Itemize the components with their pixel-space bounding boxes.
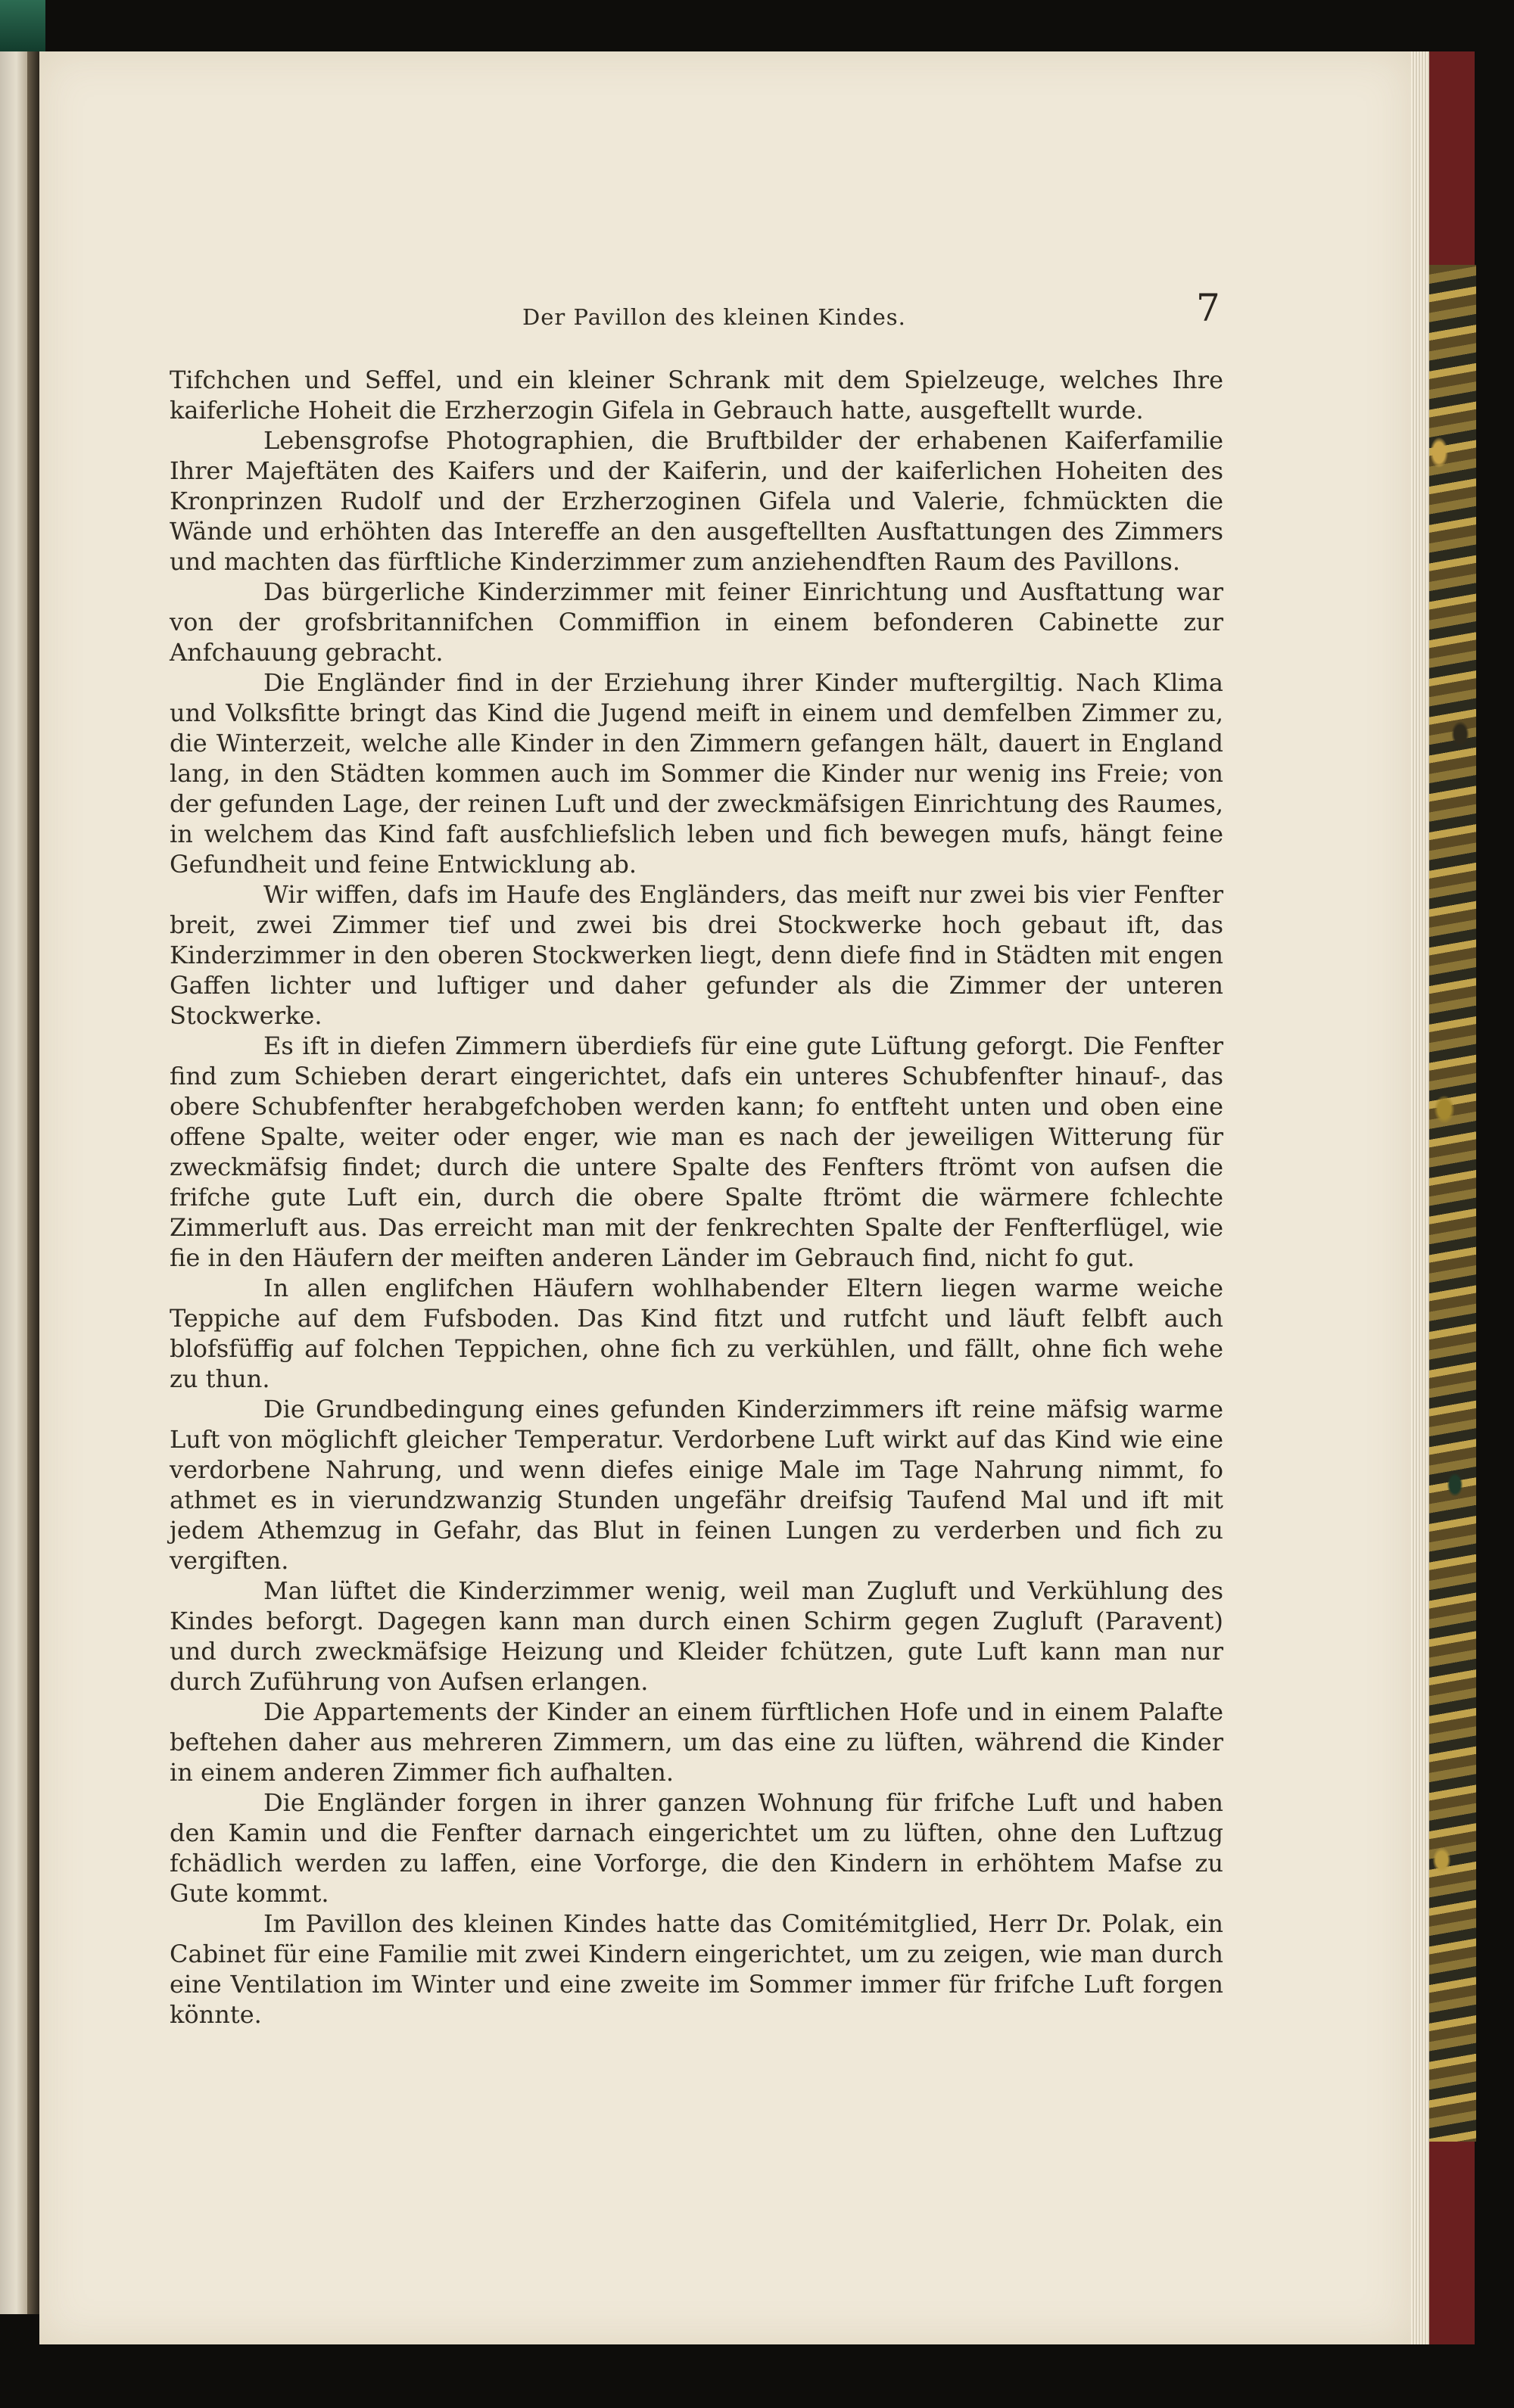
- ribbon-tab: [0, 0, 45, 53]
- paragraph: Die Engländer find in der Erziehung ihrer Kinder muftergiltig. Nach Klima und Volksfitte bringt das Kind die Jugend meift in einem und demfelben Zimmer zu, die Winterzeit, welche alle Kinder in den Zimmern gefangen hält, dauert in England lang, in den Städten kommen auch im Sommer die Kinder nur wenig ins Freie; von der gefunden Lage, der reinen Luft und der zweckmäfsigen Einrichtung des Raumes, in welchem das Kind faft ausfchliefslich leben und fich bewegen mufs, hängt feine Gefundheit und feine Entwicklung ab.: [170, 668, 1223, 879]
- book-gutter: [27, 51, 39, 2314]
- facing-page-edge: [0, 51, 27, 2314]
- marbled-cover-edge: [1423, 265, 1476, 2142]
- body-text: [170, 365, 1223, 2030]
- paragraph: Im Pavillon des kleinen Kindes hatte das Comitémitglied, Herr Dr. Polak, ein Cabinet für eine Familie mit zwei Kindern eingerichtet, um zu zeigen, wie man durch eine Ventilation im Winter und eine zweite im Sommer immer für frifche Luft forgen könnte.: [170, 1909, 1223, 2029]
- paragraph: Lebensgrofse Photographien, die Bruftbilder der erhabenen Kaiferfamilie Ihrer Majeftäten des Kaifers und der Kaiferin, und der kaiferlichen Hoheiten des Kronprinzen Rudolf und der Erzherzoginen Gifela und Valerie, fchmückten die Wände und erhöhten das Intereffe an den ausgeftellten Ausftattungen des Zimmers und machten das fürftliche Kinderzimmer zum anziehendften Raum des Pavillons.: [170, 426, 1223, 576]
- paragraph: In allen englifchen Häufern wohlhabender Eltern liegen warme weiche Teppiche auf dem Fufsboden. Das Kind fitzt und rutfcht und läuft felbft auch blofsfüffig auf folchen Teppichen, ohne fich zu verkühlen, und fällt, ohne fich wehe zu thun.: [170, 1274, 1223, 1393]
- paragraph: Es ift in diefen Zimmern überdiefs für eine gute Lüftung geforgt. Die Fenfter find zum Schieben derart eingerichtet, dafs ein unteres Schubfenfter hinauf-, das obere Schubfenfter herabgefchoben werden kann; fo entfteht unten und oben eine offene Spalte, weiter oder enger, wie man es nach der jeweiligen Witterung für zweckmäfsig findet; durch die untere Spalte des Fenfters ftrömt von aufsen die frifche gute Luft ein, durch die obere Spalte ftrömt die wärmere fchlechte Zimmerluft aus. Das erreicht man mit der fenkrechten Spalte der Fenfterflügel, wie fie in den Häufern der meiften anderen Länder im Gebrauch find, nicht fo gut.: [170, 1031, 1223, 1272]
- paragraph: Die Appartements der Kinder an einem fürftlichen Hofe und in einem Palafte beftehen daher aus mehreren Zimmern, um das eine zu lüften, während die Kinder in einem anderen Zimmer fich aufhalten.: [170, 1697, 1223, 1787]
- page-number: 7: [1196, 286, 1220, 330]
- paragraph: Wir wiffen, dafs im Haufe des Engländers, das meift nur zwei bis vier Fenfter breit, zwei Zimmer tief und zwei bis drei Stockwerke hoch gebaut ift, das Kinderzimmer in den oberen Stockwerken liegt, denn diefe find in Städten mit engen Gaffen lichter und luftiger und daher gefunder als die Zimmer der unteren Stockwerke.: [170, 880, 1223, 1030]
- paragraph: Die Engländer forgen in ihrer ganzen Wohnung für frifche Luft und haben den Kamin und die Fenfter darnach eingerichtet um zu lüften, ohne den Luftzug fchädlich werden zu laffen, eine Vorforge, die den Kindern in erhöhtem Mafse zu Gute kommt.: [170, 1788, 1223, 1908]
- page-stack-edge: [1411, 51, 1429, 2344]
- paragraph: Man lüftet die Kinderzimmer wenig, weil man Zugluft und Verkühlung des Kindes beforgt. Dagegen kann man durch einen Schirm gegen Zugluft (Paravent) und durch zweckmäfsige Heizung und Kleider fchützen, gute Luft kann man nur durch Zuführung von Aufsen erlangen.: [170, 1576, 1223, 1696]
- paragraph: Das bürgerliche Kinderzimmer mit feiner Einrichtung und Ausftattung war von der grofsbritannifchen Commiffion in einem befonderen Cabinette zur Anfchauung gebracht.: [170, 577, 1223, 667]
- paragraph: Tifchchen und Seffel, und ein kleiner Schrank mit dem Spielzeuge, welches Ihre kaiferliche Hoheit die Erzherzogin Gifela in Gebrauch hatte, ausgeftellt wurde.: [170, 366, 1223, 425]
- running-header: Der Pavillon des kleinen Kindes.: [522, 304, 906, 330]
- paragraph: Die Grundbedingung eines gefunden Kinderzimmers ift reine mäfsig warme Luft von möglichft gleicher Temperatur. Verdorbene Luft wirkt auf das Kind wie eine verdorbene Nahrung, und wenn diefes einige Male im Tage Nahrung nimmt, fo athmet es in vierundzwanzig Stunden ungefähr dreifsig Taufend Mal und ift mit jedem Athemzug in Gefahr, das Blut in feinen Lungen zu verderben und fich zu vergiften.: [170, 1395, 1223, 1575]
